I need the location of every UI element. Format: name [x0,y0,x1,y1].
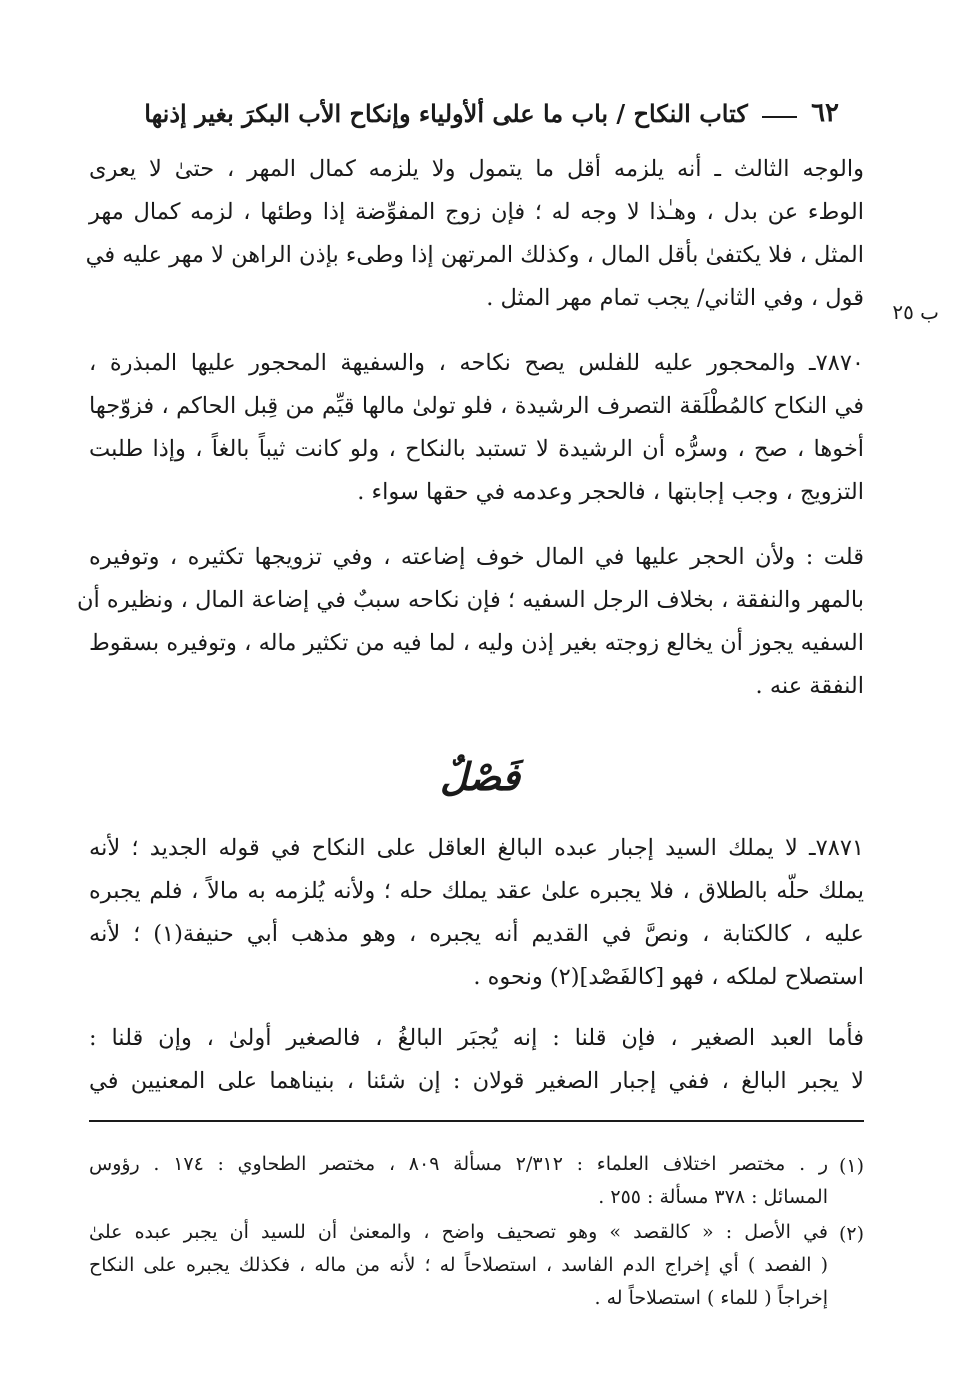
text-line: في النكاح كالمُطْلَقة التصرف الرشيدة ، فلو تولىٰ مالها قيِّم من قِبل الحاكم ، فزوّجها [89,393,864,419]
text-line: المثل ، فلا يكتفىٰ بأقل المال ، وكذلك المرتهن إذا وطىء بإذن الراهن لا مهر عليه في [85,242,864,268]
paragraph-7870 [89,342,864,514]
text-line: السفيه يجوز أن يخالع زوجته بغير إذن وليه ، لما فيه من تكثير ماله ، وتوفيره بسقوط [89,630,864,656]
text-line: ٧٨٧٠ـ والمحجور عليه للفلس يصح نكاحه ، والسفيهة المحجور عليها المبذرة ، [89,350,864,376]
footnote [89,1148,864,1214]
text-line: بالمهر والنفقة ، بخلاف الرجل السفيه ؛ فإن نكاحه سببٌ في إضاعة المال ، ونظيره أن [77,587,864,613]
paragraph-third-aspect [85,148,864,320]
footnote [89,1216,864,1315]
text-line: قلت : ولأن الحجر عليها في المال خوف إضاعته ، وفي تزويجها تكثيره ، وتوفيره [89,544,864,570]
text-line: النفقة عنه . [755,673,864,699]
text-line: استصلاح لملكه ، فهو [كالفَصْد](٢) ونحوه . [473,964,864,990]
running-title: كتاب النكاح / باب ما على ألأولياء وإنكاح الأب البكرَ بغير إذنها [144,99,748,128]
paragraph-young-slave [89,1017,864,1103]
paragraph-comment [77,536,864,708]
footnote-marker: (١) [838,1155,864,1177]
text-line: عليه ، كالكتابة ، ونصَّ في القديم أنه يجبره ، وهو مذهب أبي حنيفة(١) ؛ لأنه [89,921,864,947]
footnote-marker: (٢) [838,1223,864,1245]
footnote-line: إخراجاً ( للماء ) استصلاحاً له . [594,1287,828,1309]
footnote-line: المسائل : ٣٧٨ مسألة : ٢٥٥ . [598,1186,828,1208]
page-header [109,84,839,128]
text-line: قول ، وفي الثاني/ يجب تمام مهر المثل . [486,285,864,311]
text-line: والوجه الثالث ـ أنه يلزمه أقل ما يتمول ولا يلزمه كمال المهر ، حتىٰ لا يعرى [89,156,864,182]
text-line: التزويج ، وجب إجابتها ، فالحجر وعدمه في حقها سواء . [357,479,864,505]
text-line: ٧٨٧١ـ لا يملك السيد إجبار عبده البالغ العاقل على النكاح في قوله الجديد ؛ لأنه [89,835,864,861]
text-line: فأما العبد الصغير ، فإن قلنا : إنه يُجبَر البالغُ ، فالصغير أولىٰ ، وإن قلنا : [89,1025,864,1051]
text-line: يملك حلّه بالطلاق ، فلا يجبره علىٰ عقد يملك حله ؛ ولأنه يُلزمه به مالاً ، فلم يجبره [89,878,864,904]
page-number: ٦٢ [811,98,839,128]
text-line: لا يجبر البالغ ، ففي إجبار الصغير قولان : إن شئنا ، بنيناهما على المعنيين في [89,1068,864,1094]
text-line: أخوها ، صح ، وسرُّه أن الرشيدة لا تستبد بالنكاح ، ولو كانت ثيباً بالغاً ، وإذا طلبت [89,436,864,462]
footnote-line: ر . مختصر اختلاف العلماء : ٢/٣١٢ مسألة ٨٠٩ ، مختصر الطحاوي : ١٧٤ . رؤوس [89,1153,828,1175]
footnote-line: في الأصل : « كالقصد » وهو تصحيف واضح ، والمعنىٰ أن للسيد أن يجبر عبده علىٰ [89,1221,828,1243]
text-line: الوطء عن بدل ، وهـٰذا لا وجه له ؛ فإن زوج المفوِّضة إذا وطئها ، لزمه كمال مهر [89,199,864,225]
manuscript-folio-note: ب ٢٥ [892,300,939,324]
footnotes [89,1148,864,1315]
footnote-line: ( الفصد ) أي إخراج الدم الفاسد ، استصلاحاً له ؛ لأنه من ماله ، فكذلك يجبره على النكاح [89,1254,828,1276]
paragraph-7871 [89,827,864,999]
header-rule [762,116,797,118]
section-heading: فَصْلٌ [440,753,520,799]
footnote-divider [89,1120,864,1122]
